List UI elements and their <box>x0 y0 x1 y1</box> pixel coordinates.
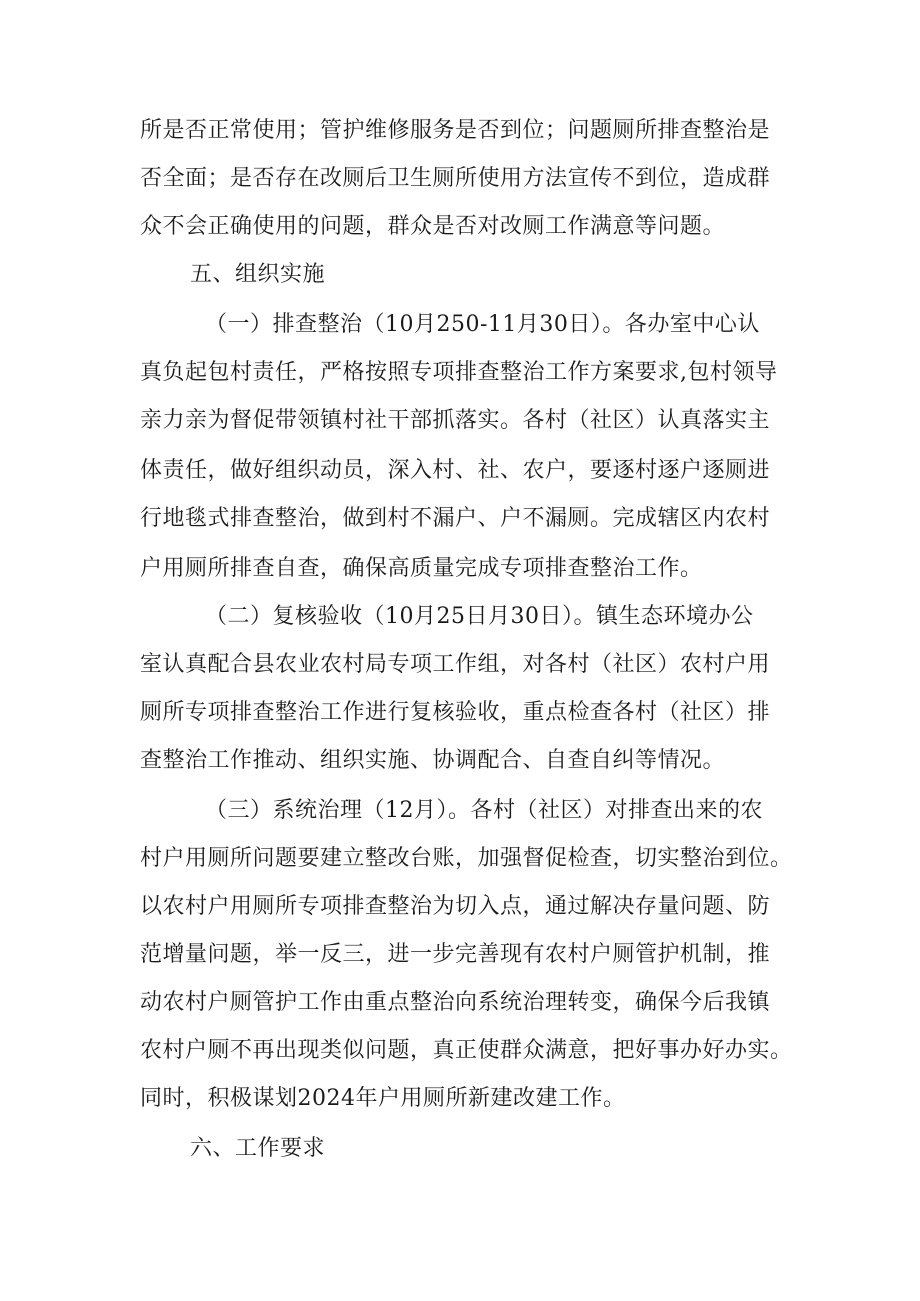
paragraph-line: 以农村户用厕所专项排查整治为切入点，通过解决存量问题、防 <box>140 894 771 919</box>
section-heading: 六、工作要求 <box>190 1136 326 1161</box>
paragraph-line: 动农村户厕管护工作由重点整治向系统治理转变，确保今后我镇 <box>140 990 771 1015</box>
paragraph-line: 众不会正确使用的问题，群众是否对改厕工作满意等问题。 <box>140 214 726 239</box>
paragraph-line: 范增量问题，举一反三，进一步完善现有农村户厕管护机制，推 <box>140 942 771 967</box>
paragraph-line: 厕所专项排查整治工作进行复核验收，重点检查各村（社区）排 <box>140 700 771 725</box>
paragraph-line: 农村户厕不再出现类似问题，真正使群众满意，把好事办好办实。 <box>140 1038 793 1063</box>
section-heading: 五、组织实施 <box>190 262 326 287</box>
paragraph-line: 行地毯式排查整治，做到村不漏户、户不漏厕。完成辖区内农村 <box>140 506 771 531</box>
paragraph-line: 室认真配合县农业农村局专项工作组，对各村（社区）农村户用 <box>140 652 771 677</box>
paragraph-line: 户用厕所排查自查，确保高质量完成专项排查整治工作。 <box>140 556 703 581</box>
paragraph-line: 同时，积极谋划2024年户用厕所新建改建工作。 <box>140 1086 626 1111</box>
paragraph-line: 亲力亲为督促带领镇村社干部抓落实。各村（社区）认真落实主 <box>140 408 771 433</box>
subsection-line: （二）复核验收（10月25日月30日）。镇生态环境办公 <box>205 604 754 629</box>
paragraph-line: 真负起包村责任，严格按照专项排查整治工作方案要求,包村领导 <box>140 360 778 385</box>
paragraph-line: 体责任，做好组织动员，深入村、社、农户，要逐村逐户逐厕进 <box>140 458 771 483</box>
paragraph-line: 查整治工作推动、组织实施、协调配合、自查自纠等情况。 <box>140 748 726 773</box>
paragraph-line: 村户用厕所问题要建立整改台账，加强督促检查，切实整治到位。 <box>140 846 793 871</box>
subsection-line: （一）排查整治（10月250-11月30日）。各办室中心认 <box>205 312 760 337</box>
subsection-line: （三）系统治理（12月）。各村（社区）对排查出来的农 <box>205 798 763 823</box>
paragraph-line: 所是否正常使用；管护维修服务是否到位；问题厕所排查整治是 <box>140 118 771 143</box>
paragraph-line: 否全面；是否存在改厕后卫生厕所使用方法宣传不到位，造成群 <box>140 166 771 191</box>
